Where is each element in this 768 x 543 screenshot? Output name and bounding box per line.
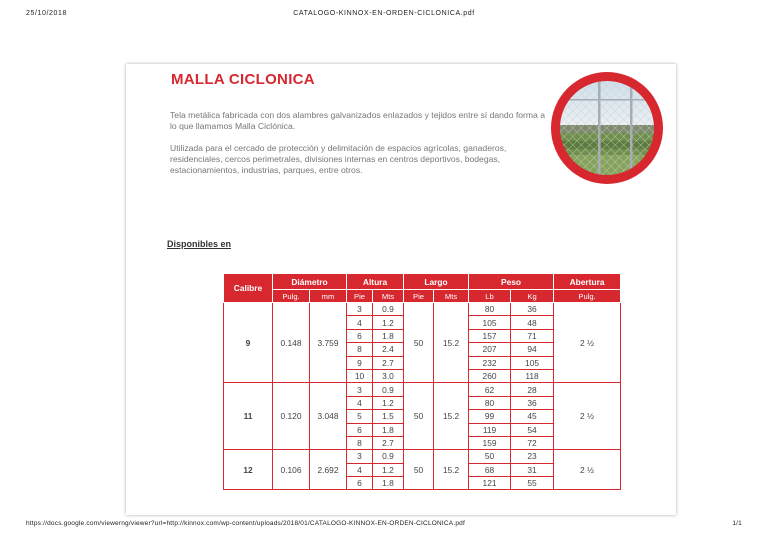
- altura-pie-cell: 9: [347, 356, 373, 369]
- calibre-cell: 12: [224, 450, 273, 490]
- peso-lb-cell: 80: [469, 396, 511, 409]
- peso-kg-cell: 72: [511, 436, 554, 449]
- altura-pie-cell: 8: [347, 343, 373, 356]
- print-header: [26, 10, 742, 22]
- peso-kg-cell: 71: [511, 329, 554, 342]
- largo-pie-cell: 50: [404, 450, 434, 490]
- peso-kg-cell: 36: [511, 396, 554, 409]
- peso-lb-cell: 62: [469, 383, 511, 396]
- abertura-cell: 2 ½: [554, 303, 621, 383]
- peso-kg-cell: 55: [511, 477, 554, 490]
- subheader-lb: Lb: [469, 290, 511, 303]
- specifications-table: [223, 273, 621, 490]
- peso-kg-cell: 45: [511, 410, 554, 423]
- header-largo: Largo: [404, 274, 469, 290]
- diametro-pulg-cell: 0.148: [273, 303, 310, 383]
- calibre-cell: 9: [224, 303, 273, 383]
- table-row: [224, 450, 621, 463]
- peso-lb-cell: 232: [469, 356, 511, 369]
- print-filename: CATALOGO-KINNOX-EN-ORDEN-CICLONICA.pdf: [293, 10, 475, 17]
- peso-lb-cell: 80: [469, 303, 511, 316]
- header-diametro: Diámetro: [273, 274, 347, 290]
- altura-pie-cell: 6: [347, 423, 373, 436]
- altura-pie-cell: 3: [347, 450, 373, 463]
- altura-pie-cell: 6: [347, 329, 373, 342]
- chain-link-fence-illustration: [560, 81, 654, 175]
- document-page: [126, 64, 676, 515]
- altura-pie-cell: 4: [347, 396, 373, 409]
- source-url: https://docs.google.com/viewerng/viewer?url=http://kinnox.com/wp-content/uploads/2018/01/CATALOGO-KINNOX-EN-ORDEN-CICLONICA.pdf: [26, 520, 465, 527]
- page-title: MALLA CICLONICA: [171, 71, 315, 88]
- altura-mts-cell: 2.7: [373, 356, 404, 369]
- abertura-cell: 2 ½: [554, 450, 621, 490]
- largo-mts-cell: 15.2: [434, 303, 469, 383]
- abertura-cell: 2 ½: [554, 383, 621, 450]
- altura-pie-cell: 6: [347, 477, 373, 490]
- altura-mts-cell: 1.5: [373, 410, 404, 423]
- peso-lb-cell: 119: [469, 423, 511, 436]
- largo-pie-cell: 50: [404, 303, 434, 383]
- peso-lb-cell: 157: [469, 329, 511, 342]
- altura-mts-cell: 1.2: [373, 316, 404, 329]
- peso-lb-cell: 105: [469, 316, 511, 329]
- diametro-mm-cell: 3.048: [310, 383, 347, 450]
- largo-mts-cell: 15.2: [434, 383, 469, 450]
- subheader-largo-pie: Pie: [404, 290, 434, 303]
- fence-photo-image: [560, 81, 654, 175]
- subheader-mm: mm: [310, 290, 347, 303]
- peso-lb-cell: 50: [469, 450, 511, 463]
- altura-mts-cell: 1.8: [373, 477, 404, 490]
- subheader-kg: Kg: [511, 290, 554, 303]
- peso-kg-cell: 28: [511, 383, 554, 396]
- altura-mts-cell: 1.8: [373, 423, 404, 436]
- altura-mts-cell: 0.9: [373, 450, 404, 463]
- peso-lb-cell: 207: [469, 343, 511, 356]
- altura-pie-cell: 3: [347, 303, 373, 316]
- peso-kg-cell: 54: [511, 423, 554, 436]
- peso-kg-cell: 94: [511, 343, 554, 356]
- header-abertura: Abertura: [554, 274, 621, 290]
- page-number: 1/1: [732, 520, 742, 527]
- print-footer: [26, 520, 742, 532]
- header-peso: Peso: [469, 274, 554, 290]
- peso-kg-cell: 48: [511, 316, 554, 329]
- print-date: 25/10/2018: [26, 10, 68, 17]
- subheader-largo-mts: Mts: [434, 290, 469, 303]
- altura-mts-cell: 1.2: [373, 396, 404, 409]
- subheader-abertura-pulg: Pulg.: [554, 290, 621, 303]
- header-calibre: Calibre: [224, 274, 273, 303]
- diametro-pulg-cell: 0.120: [273, 383, 310, 450]
- altura-pie-cell: 4: [347, 316, 373, 329]
- header-altura: Altura: [347, 274, 404, 290]
- subheader-pulg: Pulg.: [273, 290, 310, 303]
- largo-mts-cell: 15.2: [434, 450, 469, 490]
- usage-paragraph: Utilizada para el cercado de protección y delimitación de espacios agrícolas, ganaderos, residenciales, cercos perimetrales, divisiones internas en centros deportivos, bodegas, estacionamientos, industrias, parques, entre otros.: [170, 143, 507, 175]
- altura-pie-cell: 4: [347, 463, 373, 476]
- altura-mts-cell: 2.4: [373, 343, 404, 356]
- peso-lb-cell: 68: [469, 463, 511, 476]
- calibre-cell: 11: [224, 383, 273, 450]
- available-heading: Disponibles en: [167, 239, 232, 249]
- altura-mts-cell: 1.2: [373, 463, 404, 476]
- altura-mts-cell: 2.7: [373, 436, 404, 449]
- peso-lb-cell: 99: [469, 410, 511, 423]
- largo-pie-cell: 50: [404, 383, 434, 450]
- altura-mts-cell: 0.9: [373, 303, 404, 316]
- table-row: [224, 303, 621, 316]
- diametro-mm-cell: 2.692: [310, 450, 347, 490]
- table-row: [224, 383, 621, 396]
- altura-pie-cell: 3: [347, 383, 373, 396]
- altura-mts-cell: 1.8: [373, 329, 404, 342]
- peso-kg-cell: 31: [511, 463, 554, 476]
- peso-lb-cell: 260: [469, 369, 511, 382]
- altura-pie-cell: 5: [347, 410, 373, 423]
- peso-lb-cell: 159: [469, 436, 511, 449]
- peso-kg-cell: 23: [511, 450, 554, 463]
- diametro-mm-cell: 3.759: [310, 303, 347, 383]
- altura-mts-cell: 3.0: [373, 369, 404, 382]
- peso-kg-cell: 36: [511, 303, 554, 316]
- fence-photo: [551, 72, 663, 184]
- altura-pie-cell: 8: [347, 436, 373, 449]
- altura-pie-cell: 10: [347, 369, 373, 382]
- altura-mts-cell: 0.9: [373, 383, 404, 396]
- diametro-pulg-cell: 0.106: [273, 450, 310, 490]
- description-paragraph: Tela metálica fabricada con dos alambres galvanizados enlazados y tejidos entre sí dando forma a lo que llamamos Malla Ciclónica.: [170, 110, 545, 131]
- peso-kg-cell: 118: [511, 369, 554, 382]
- subheader-mts: Mts: [373, 290, 404, 303]
- subheader-pie: Pie: [347, 290, 373, 303]
- peso-lb-cell: 121: [469, 477, 511, 490]
- peso-kg-cell: 105: [511, 356, 554, 369]
